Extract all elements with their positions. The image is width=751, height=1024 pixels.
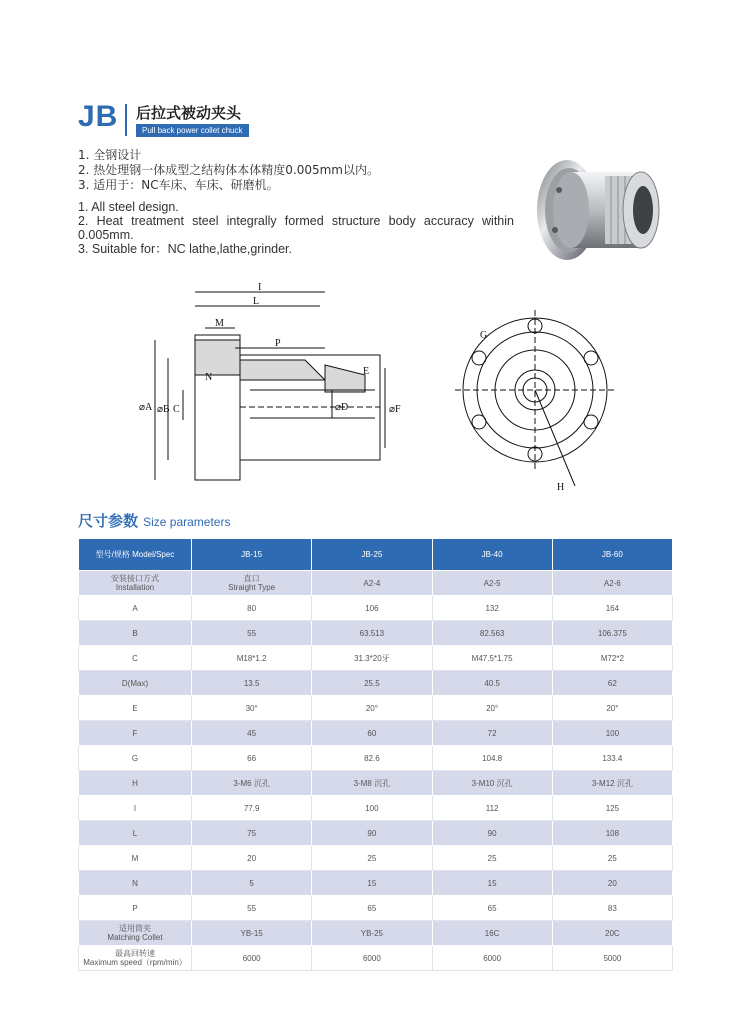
table-cell: 20C xyxy=(552,921,672,946)
row-label xyxy=(79,921,192,946)
dim-label-d: ⌀D xyxy=(335,402,349,413)
table-cell: 90 xyxy=(432,821,552,846)
product-code: JB xyxy=(78,100,119,133)
table-row xyxy=(79,771,673,796)
dim-label-n: N xyxy=(205,372,213,383)
table-cell: 3-M6 沉孔 xyxy=(192,771,312,796)
table-row xyxy=(79,746,673,771)
feature-en-3: 3. Suitable for：NC lathe,lathe,grinder. xyxy=(78,242,293,256)
table-row xyxy=(79,696,673,721)
table-cell: 65 xyxy=(432,896,552,921)
table-cell: 100 xyxy=(552,721,672,746)
table-row xyxy=(79,796,673,821)
header-cell-model: JB-15 xyxy=(192,539,312,571)
features-cn xyxy=(78,148,379,193)
table-cell: 6000 xyxy=(312,946,432,971)
table-row xyxy=(79,871,673,896)
table-cell: 6000 xyxy=(192,946,312,971)
technical-drawing xyxy=(135,280,615,500)
table-cell: 16C xyxy=(432,921,552,946)
table-cell: 13.5 xyxy=(192,671,312,696)
row-label: L xyxy=(79,821,192,846)
product-title-cn: 后拉式被动夹头 xyxy=(136,104,242,122)
table-cell: 83 xyxy=(552,896,672,921)
row-label-en: Installation xyxy=(115,583,155,592)
row-label-en: Matching Collet xyxy=(107,933,163,942)
table-cell: 25 xyxy=(432,846,552,871)
product-photo xyxy=(525,150,675,270)
table-cell: 15 xyxy=(312,871,432,896)
feature-en-1: 1. All steel design. xyxy=(78,200,179,214)
table-cell: 62 xyxy=(552,671,672,696)
row-label: F xyxy=(79,721,192,746)
table-row xyxy=(79,646,673,671)
row-label: C xyxy=(79,646,192,671)
cell-line: Straight Type xyxy=(228,583,276,592)
row-label: G xyxy=(79,746,192,771)
table-cell: 20 xyxy=(192,846,312,871)
table-cell: 133.4 xyxy=(552,746,672,771)
table-cell: 45 xyxy=(192,721,312,746)
cell-line: 直口 xyxy=(243,574,260,583)
dim-label-p: P xyxy=(275,338,281,349)
row-label: N xyxy=(79,871,192,896)
dim-label-m: M xyxy=(215,318,224,329)
table-body xyxy=(79,571,673,971)
table-cell: YB-15 xyxy=(192,921,312,946)
dim-label-l: L xyxy=(253,296,260,307)
header-cell-model: JB-40 xyxy=(432,539,552,571)
row-label: I xyxy=(79,796,192,821)
section-title-cn: 尺寸参数 xyxy=(78,512,139,530)
table-cell: 82.563 xyxy=(432,621,552,646)
table-cell: M18*1.2 xyxy=(192,646,312,671)
table-cell: 3-M12 沉孔 xyxy=(552,771,672,796)
row-label xyxy=(79,946,192,971)
table-row xyxy=(79,821,673,846)
table-cell: M72*2 xyxy=(552,646,672,671)
dim-label-i: I xyxy=(258,282,262,293)
row-label xyxy=(79,571,192,596)
product-title-en: Pull back power collet chuck xyxy=(136,124,249,137)
table-cell: 90 xyxy=(312,821,432,846)
dim-label-h: H xyxy=(557,482,565,493)
cell-line: A2-6 xyxy=(603,578,621,588)
table-cell: YB-25 xyxy=(312,921,432,946)
table-cell: 63.513 xyxy=(312,621,432,646)
row-label: D(Max) xyxy=(79,671,192,696)
row-label-cn: 适用筒夹 xyxy=(119,924,151,933)
dim-label-e: E xyxy=(363,366,370,377)
table-row xyxy=(79,721,673,746)
table-cell: 15 xyxy=(432,871,552,896)
feature-en-2-cont: 0.005mm. xyxy=(78,228,134,242)
row-label: M xyxy=(79,846,192,871)
cell-line: A2-4 xyxy=(363,578,381,588)
row-label: A xyxy=(79,596,192,621)
feature-cn-2: 2. 热处理钢一体成型之结构体本体精度0.005mm以内。 xyxy=(78,163,379,177)
table-cell: 31.3*20牙 xyxy=(312,646,432,671)
table-cell: 65 xyxy=(312,896,432,921)
table-row xyxy=(79,846,673,871)
dim-label-b: ⌀B xyxy=(157,404,170,415)
section-title-en: Size parameters xyxy=(143,515,231,529)
table-cell: 25 xyxy=(552,846,672,871)
feature-en-2: 2. Heat treatment steel integrally formed structure body accuracy within xyxy=(78,214,514,228)
table-cell xyxy=(432,571,552,596)
table-cell xyxy=(192,571,312,596)
table-cell xyxy=(552,571,672,596)
table-cell: 80 xyxy=(192,596,312,621)
table-row xyxy=(79,571,673,596)
table-row xyxy=(79,896,673,921)
table-cell: 106.375 xyxy=(552,621,672,646)
table-cell: 106 xyxy=(312,596,432,621)
row-label: E xyxy=(79,696,192,721)
header-cell-spec: 型号/规格 Model/Spec xyxy=(79,539,192,571)
table-cell: 108 xyxy=(552,821,672,846)
table-cell: 55 xyxy=(192,896,312,921)
table-cell: 132 xyxy=(432,596,552,621)
section-title xyxy=(78,510,230,531)
header-divider xyxy=(125,104,127,136)
dim-label-c: C xyxy=(173,404,180,415)
header-cell-model: JB-25 xyxy=(312,539,432,571)
table-cell: 25 xyxy=(312,846,432,871)
row-label: B xyxy=(79,621,192,646)
row-label-en: Maximum speed（rpm/min） xyxy=(83,958,187,967)
feature-cn-1: 1. 全钢设计 xyxy=(78,148,142,162)
table-cell: 100 xyxy=(312,796,432,821)
table-row xyxy=(79,596,673,621)
table-row xyxy=(79,671,673,696)
table-cell: 5000 xyxy=(552,946,672,971)
cell-line: A2-5 xyxy=(483,578,501,588)
table-cell xyxy=(312,571,432,596)
dim-label-a: ⌀A xyxy=(139,402,153,413)
table-cell: 60 xyxy=(312,721,432,746)
table-cell: 164 xyxy=(552,596,672,621)
table-cell: 72 xyxy=(432,721,552,746)
row-label: H xyxy=(79,771,192,796)
table-cell: 20 xyxy=(552,871,672,896)
table-cell: 104.8 xyxy=(432,746,552,771)
table-cell: 6000 xyxy=(432,946,552,971)
row-label: P xyxy=(79,896,192,921)
feature-cn-3: 3. 适用于：NC车床、车床、研磨机。 xyxy=(78,178,279,192)
table-row xyxy=(79,621,673,646)
table-cell: 66 xyxy=(192,746,312,771)
table-cell: M47.5*1.75 xyxy=(432,646,552,671)
table-cell: 3-M10 沉孔 xyxy=(432,771,552,796)
spec-table xyxy=(78,538,673,971)
table-cell: 3-M8 沉孔 xyxy=(312,771,432,796)
table-cell: 75 xyxy=(192,821,312,846)
header-cell-model: JB-60 xyxy=(552,539,672,571)
table-cell: 20° xyxy=(432,696,552,721)
table-header-row xyxy=(79,539,673,571)
table-row xyxy=(79,921,673,946)
table-cell: 20° xyxy=(312,696,432,721)
table-cell: 30° xyxy=(192,696,312,721)
table-cell: 82.6 xyxy=(312,746,432,771)
table-cell: 77.9 xyxy=(192,796,312,821)
dim-label-g: G xyxy=(480,330,488,341)
row-label-cn: 最高回转速 xyxy=(115,949,155,958)
dim-label-f: ⌀F xyxy=(389,404,401,415)
features-en xyxy=(78,200,514,256)
table-cell: 125 xyxy=(552,796,672,821)
table-cell: 20° xyxy=(552,696,672,721)
table-cell: 40.5 xyxy=(432,671,552,696)
row-label-cn: 安装接口方式 xyxy=(111,574,159,583)
table-row xyxy=(79,946,673,971)
table-cell: 55 xyxy=(192,621,312,646)
table-cell: 25.5 xyxy=(312,671,432,696)
table-cell: 112 xyxy=(432,796,552,821)
table-cell: 5 xyxy=(192,871,312,896)
